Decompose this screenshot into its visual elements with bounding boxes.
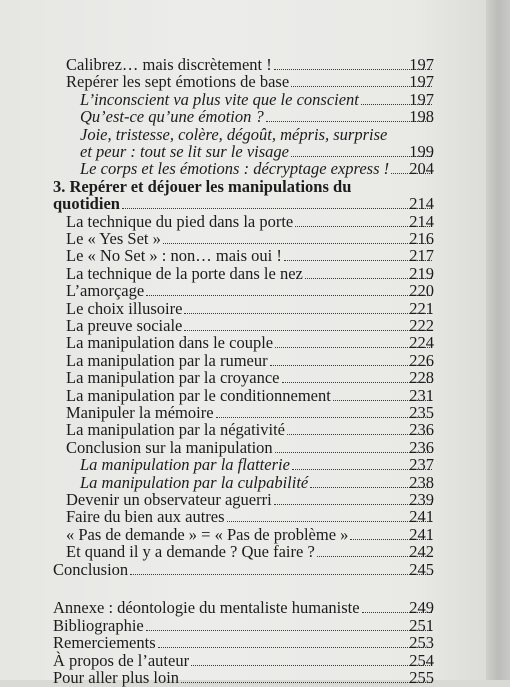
dot-leader (146, 295, 432, 296)
toc-entry: Faire du bien aux autres (66, 508, 434, 526)
toc-entry: Annexe : déontologie du mentaliste humaniste (53, 599, 434, 617)
dot-leader (184, 313, 432, 314)
toc-entry: Le choix illusoire (66, 300, 434, 318)
book-spine (486, 0, 510, 680)
toc-entry: L’inconscient va plus vite que le conscient (80, 91, 434, 109)
toc-entry: La manipulation par la rumeur (66, 352, 434, 370)
dot-leader (227, 521, 432, 522)
toc-entry: Conclusion sur la manipulation (66, 439, 434, 457)
toc-entry: Calibrez… mais discrètement ! (66, 56, 434, 74)
toc-entry: Pour aller plus loin (53, 669, 434, 687)
toc-entry: Repérer les sept émotions de base (66, 73, 434, 91)
dot-leader (184, 330, 432, 331)
toc-entry: Devenir un observateur aguerri (66, 491, 434, 509)
toc-entry: Le « Yes Set » (66, 230, 434, 248)
toc-entry: La manipulation par le conditionnement (66, 387, 434, 405)
dot-leader (191, 665, 432, 666)
toc-chapter-line1: 3. Repérer et déjouer les manipulations du (53, 176, 352, 196)
toc-entry: L’amorçage (66, 282, 434, 300)
dot-leader (181, 682, 432, 683)
toc-entry: Et quand il y a demande ? Que faire ? (66, 543, 434, 561)
toc-entry: La manipulation par la culpabilité (80, 474, 434, 492)
toc-entry: Bibliographie (53, 617, 434, 635)
toc-entry: Le « No Set » : non… mais oui ! (66, 247, 434, 265)
toc-entry: Le corps et les émotions : décryptage express ! (80, 160, 434, 178)
toc-entry: La manipulation dans le couple (66, 334, 434, 352)
dot-leader (270, 365, 432, 366)
toc-entry: La manipulation par la flatterie (80, 456, 434, 474)
toc-entry: Manipuler la mémoire (66, 404, 434, 422)
toc-entry: La preuve sociale (66, 317, 434, 335)
dot-leader (216, 417, 432, 418)
table-of-contents: Calibrez… mais discrètement ! 197 Repérer les sept émotions de base 197 L’inconscient va plus vite que le conscient 197 Qu’est-ce qu’une émotion ? 198 Joie, tristesse, colère, dégoût, mépris, surprise et peur : tout se lit sur le visage 199 Le corps et les émotions : décryptage express ! 204 3. Repérer et déjouer les manipulations du quotidien 214 La technique du pied dans la porte 214 Le « Yes Set » 216 Le « No Set » : non… mais oui ! 217 La technique de la porte dans le nez 219 L’amorçage 220 Le choix illusoire 221 La preuve sociale 222 La manipulation dans le couple 224 La manipulation par la rumeur 226 La manipulation par la croyance 228 La manipulation par le conditionnement 231 Manipuler la mémoire 235 La manipulation par la négativité 236 Conclusion sur la manipulation 236 La manipulation par la flatterie 237 La manipulation par la culpabilité 238 Devenir un observateur aguerri 239 Faire du bien aux autres 241 « Pas de demande » = « Pas de problème » 241 Et quand il y a demande ? Que faire ? 242 Conclusion 245 Annexe : déontologie du mentaliste humaniste 249 Bibliographie 251 Remerciements 253 À propos de l’auteur 254 Pour aller plus loin 255 (53, 55, 434, 687)
toc-entry: La manipulation par la croyance (66, 369, 434, 387)
toc-entry: « Pas de demande » = « Pas de problème » (66, 526, 434, 544)
toc-entry: Qu’est-ce qu’une émotion ? (80, 108, 434, 126)
dot-leader (274, 504, 432, 505)
dot-leader (266, 121, 432, 122)
toc-chapter: quotidien (53, 195, 434, 213)
dot-leader (274, 69, 432, 70)
dot-leader (158, 647, 432, 648)
dot-leader (122, 208, 432, 209)
toc-entry: et peur : tout se lit sur le visage (80, 143, 434, 161)
dot-leader (163, 243, 432, 244)
toc-entry: La technique de la porte dans le nez (66, 265, 434, 283)
toc-entry: Conclusion (53, 561, 434, 579)
toc-entry: Remerciements (53, 634, 434, 652)
dot-leader (146, 630, 432, 631)
toc-entry: À propos de l’auteur (53, 652, 434, 670)
toc-entry-line1: Joie, tristesse, colère, dégoût, mépris, surprise (80, 124, 388, 144)
toc-entry: La manipulation par la négativité (66, 421, 434, 439)
dot-leader (130, 574, 432, 575)
toc-entry: La technique du pied dans la porte (66, 213, 434, 231)
